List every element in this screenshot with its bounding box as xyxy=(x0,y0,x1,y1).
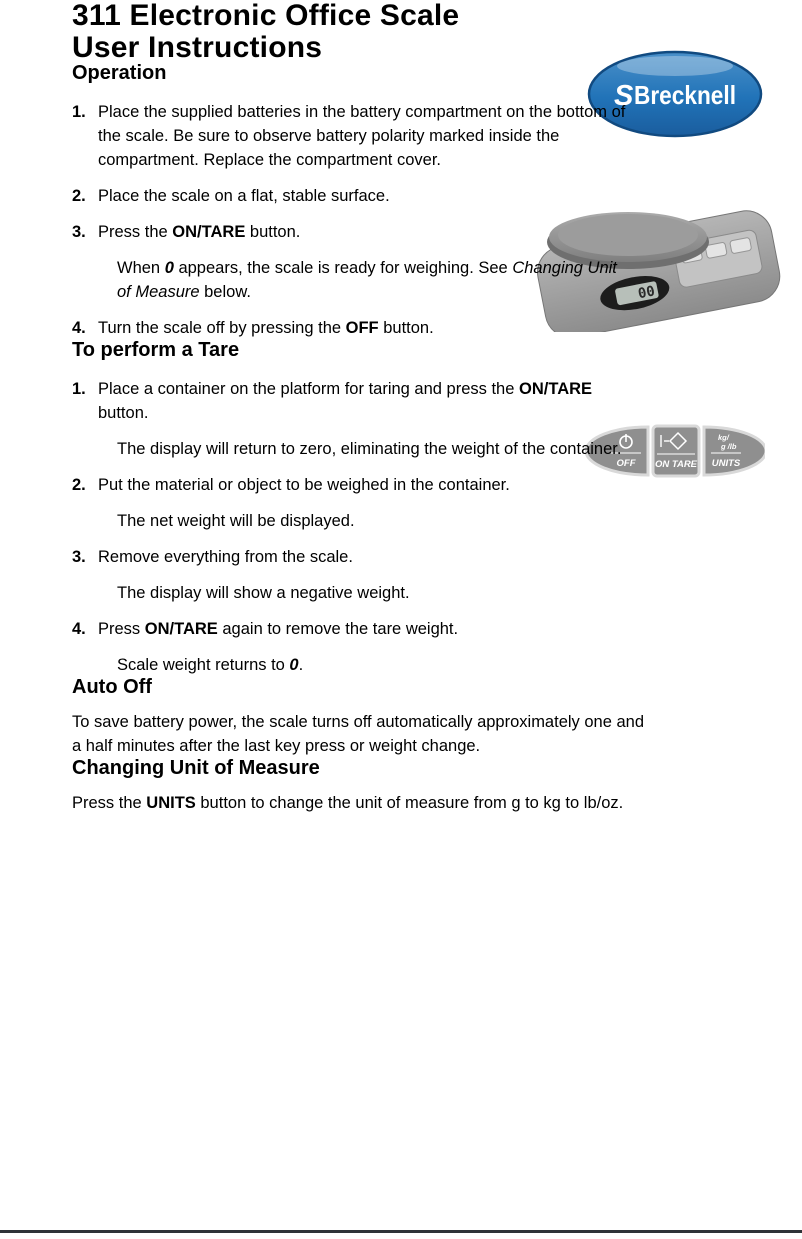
on-tare-button-label: ON TARE xyxy=(654,459,698,470)
footer-rule xyxy=(0,1230,802,1233)
units-button-label: UNITS xyxy=(711,458,741,469)
off-button-label: OFF xyxy=(616,458,636,469)
page-title: 311 Electronic Office Scale xyxy=(72,0,460,32)
step-number: 3. xyxy=(72,223,86,241)
document-content xyxy=(72,0,758,815)
section-heading-auto-off: Auto Off xyxy=(72,676,152,698)
step-number: 1. xyxy=(72,380,86,398)
page-subtitle: User Instructions xyxy=(72,30,323,64)
step-text: Put the material or object to be weighed in the container. xyxy=(98,476,510,494)
step-text: Press the ON/TARE button. xyxy=(98,223,301,241)
step-text: Place the supplied batteries in the battery compartment on the bottom of the scale. Be sure to observe battery polarity marked inside the compartment. Replace the compartment cover. xyxy=(98,103,626,169)
step-note: The display will return to zero, eliminating the weight of the container. xyxy=(117,440,622,458)
list-item xyxy=(72,617,758,677)
step-note: Scale weight returns to 0. xyxy=(117,656,304,674)
step-number: 2. xyxy=(72,476,86,494)
logo-s-icon: S xyxy=(614,80,634,112)
kg-g-lb-icon-line2: g /lb xyxy=(721,442,737,451)
step-number: 4. xyxy=(72,319,86,337)
step-text: Place a container on the platform for taring and press the ON/TARE button. xyxy=(98,380,593,422)
step-note: The display will show a negative weight. xyxy=(117,584,410,602)
logo-brand-text: Brecknell xyxy=(634,80,736,110)
section-heading-tare: To perform a Tare xyxy=(72,339,240,361)
step-text: Place the scale on a flat, stable surface. xyxy=(98,187,390,205)
step-number: 3. xyxy=(72,548,86,566)
units-text: Press the UNITS button to change the unit of measure from g to kg to lb/oz. xyxy=(72,794,624,812)
tare-steps xyxy=(72,377,758,677)
step-note: The net weight will be displayed. xyxy=(117,512,355,530)
list-item xyxy=(72,100,758,172)
list-item xyxy=(72,220,758,304)
auto-off-text: To save battery power, the scale turns off automatically approximately one and a half minutes after the last key press or weight change. xyxy=(72,713,645,755)
operation-steps xyxy=(72,100,758,340)
step-number: 4. xyxy=(72,620,86,638)
list-item xyxy=(72,184,758,208)
step-number: 1. xyxy=(72,103,86,121)
step-text: Remove everything from the scale. xyxy=(98,548,353,566)
step-number: 2. xyxy=(72,187,86,205)
list-item xyxy=(72,545,758,605)
scale-lcd-value: 00 xyxy=(636,283,657,303)
section-heading-operation: Operation xyxy=(72,62,167,84)
section-heading-units: Changing Unit of Measure xyxy=(72,757,320,779)
list-item xyxy=(72,377,758,461)
step-text: Press ON/TARE again to remove the tare weight. xyxy=(98,620,459,638)
list-item xyxy=(72,473,758,533)
step-text: Turn the scale off by pressing the OFF button. xyxy=(98,319,434,337)
kg-g-lb-icon: kg/ xyxy=(718,433,729,442)
list-item xyxy=(72,316,758,340)
step-note: When 0 appears, the scale is ready for weighing. See Changing Unit of Measure below. xyxy=(117,259,617,301)
